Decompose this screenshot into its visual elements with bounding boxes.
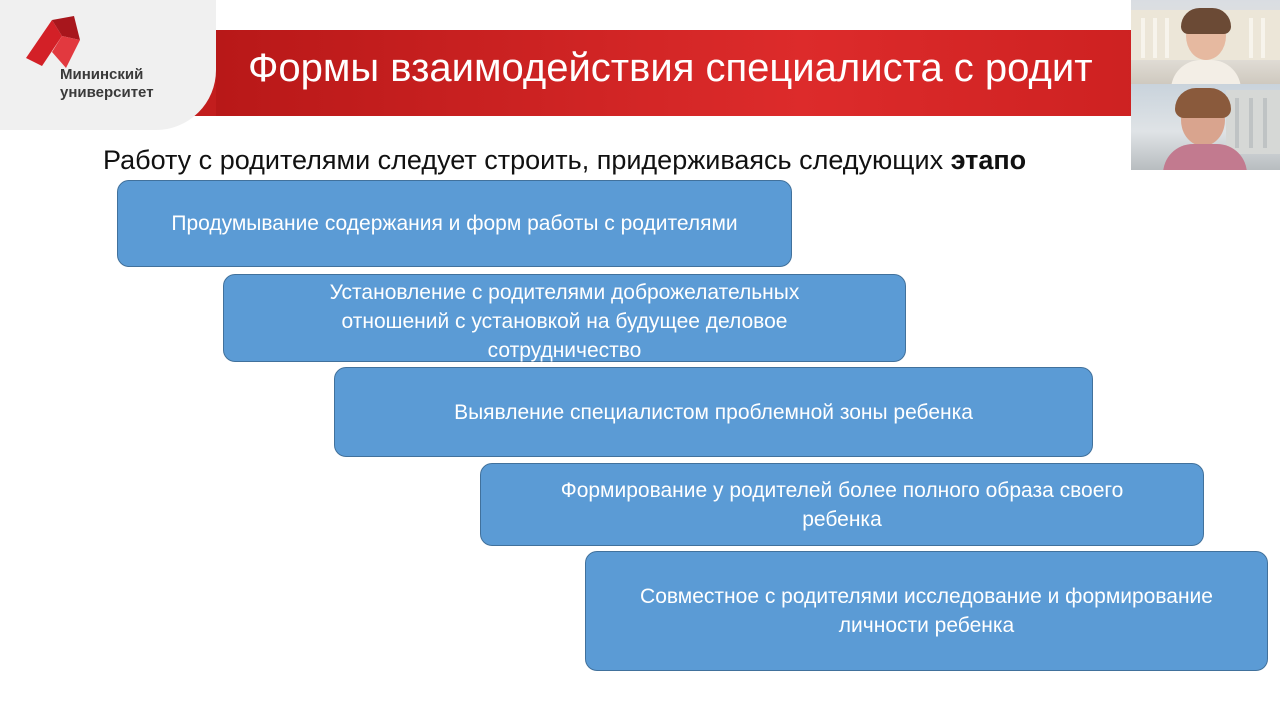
step-box-2: [223, 274, 906, 362]
step-text-4: Формирование у родителей более полного образа своего ребенка: [560, 478, 1124, 531]
step-text-1: Продумывание содержания и форм работы с родителями: [171, 212, 738, 235]
participant-body: [1171, 60, 1241, 84]
subtitle-bold-text: этапо: [950, 145, 1027, 175]
building-column: [1263, 98, 1267, 148]
university-logo: [0, 0, 216, 130]
slide-title: Формы взаимодействия специалиста с родит: [248, 46, 1093, 90]
building-column: [1165, 18, 1169, 58]
building-column: [1249, 18, 1253, 58]
logo-text: [60, 66, 154, 102]
video-thumbnail-participant-2[interactable]: [1131, 84, 1280, 170]
video-thumbnail-participant-1[interactable]: [1131, 0, 1280, 84]
step-text-2: Установление с родителями доброжелательных отношений с установкой на будущее деловое сотрудничество: [329, 280, 800, 362]
participant-hair: [1181, 8, 1231, 34]
step-text-3: Выявление специалистом проблемной зоны ребенка: [454, 400, 973, 424]
logo-text-line1: Мининский: [60, 66, 144, 83]
title-bar: [216, 30, 1280, 116]
building-column: [1235, 98, 1239, 148]
step-box-1: [117, 180, 792, 267]
step-text-5: Совместное с родителями исследование и формирование личности ребенка: [640, 585, 1213, 637]
building-column: [1153, 18, 1157, 58]
building-column: [1141, 18, 1145, 58]
subtitle-text: Работу с родителями следует строить, придерживаясь следующих: [103, 145, 951, 175]
participant-hair: [1175, 88, 1231, 118]
slide-subtitle: [103, 145, 1026, 176]
step-box-3: [334, 367, 1093, 457]
step-box-4: [480, 463, 1204, 546]
building-column: [1249, 98, 1253, 148]
building-column: [1261, 18, 1265, 58]
step-box-5: [585, 551, 1268, 671]
logo-text-line2: университет: [60, 84, 154, 101]
